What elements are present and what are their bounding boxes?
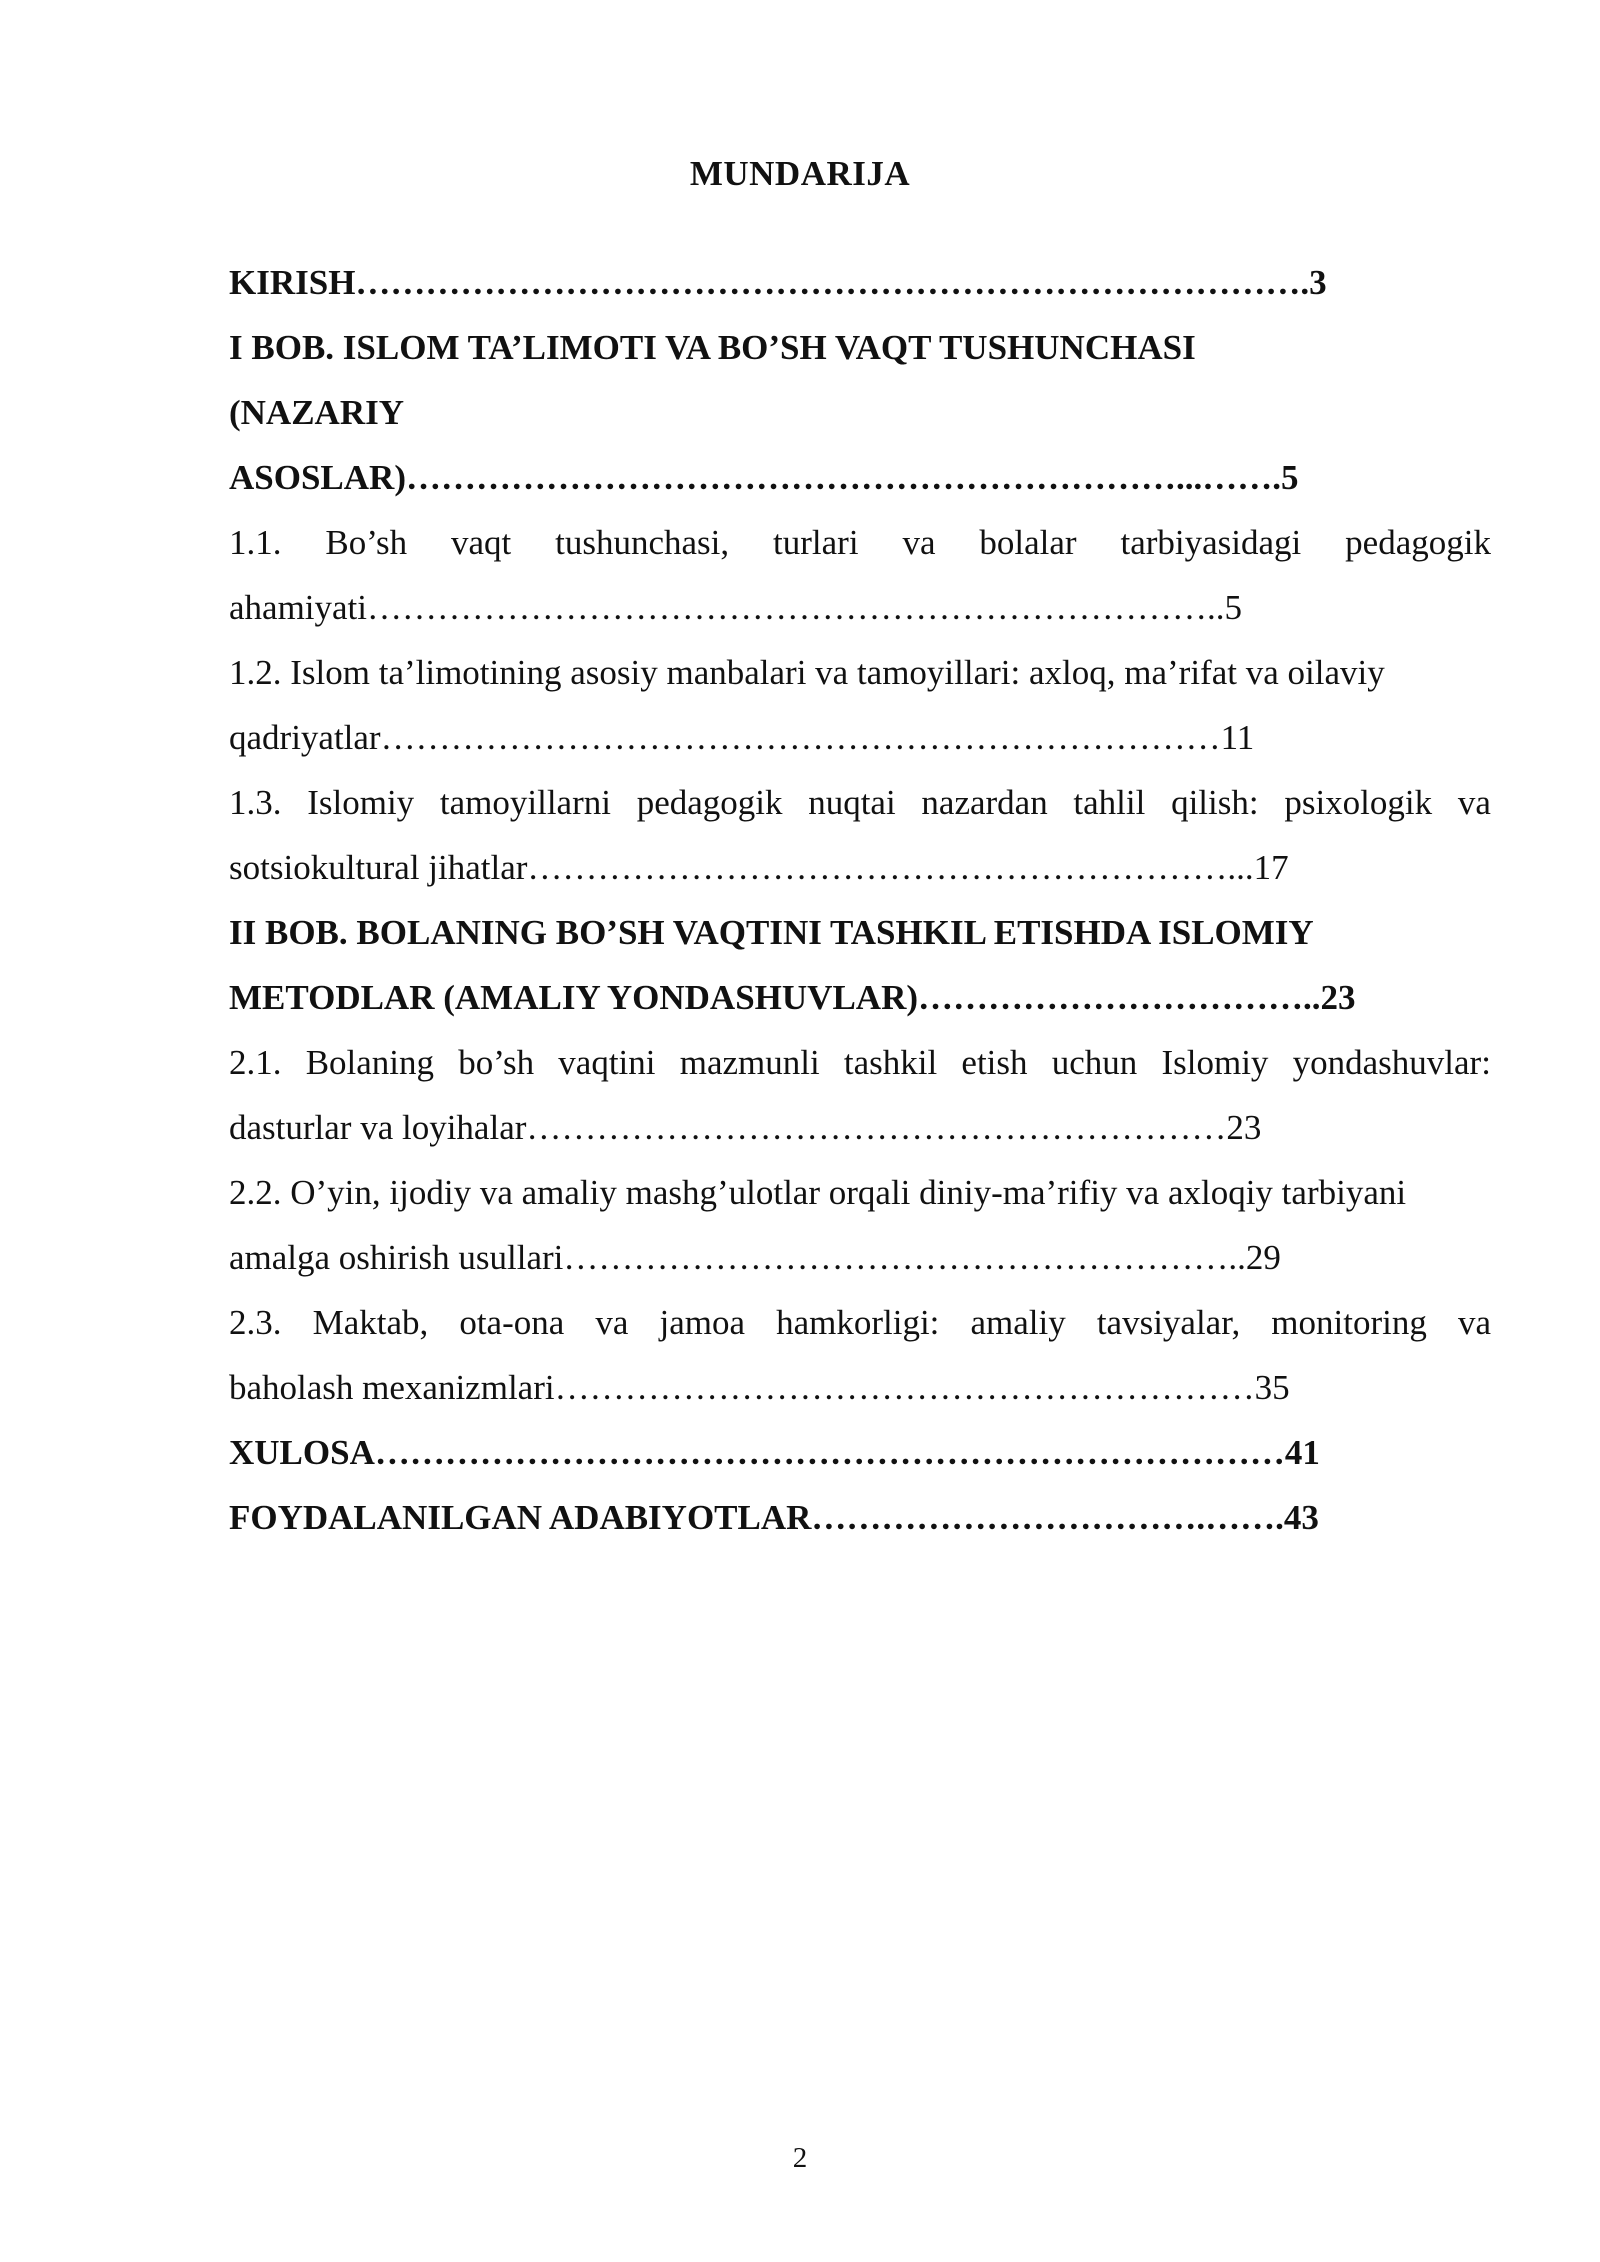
page-title: MUNDARIJA <box>689 154 911 193</box>
word: tushunchasi, <box>555 523 730 562</box>
toc-entry-chapter-2-line-2: METODLAR (AMALIY YONDASHUVLAR)……………………………..23 <box>229 978 1356 1017</box>
word: Bo’sh <box>325 523 408 562</box>
toc-entry-section-1-2-line-2: qadriyatlar………………………………………………………………11 <box>229 718 1255 757</box>
toc-entry-section-1-2-line-1: 1.2. Islom ta’limotining asosiy manbalari va tamoyillari: axloq, ma’rifat va oilaviy <box>229 653 1385 692</box>
word: 2.1. <box>229 1043 282 1082</box>
toc-entry-section-1-1-line-1 <box>229 510 1491 575</box>
word: monitoring <box>1271 1303 1427 1342</box>
word: Bolaning <box>305 1043 435 1082</box>
toc-entry-section-2-3-line-1 <box>229 1290 1491 1355</box>
word: tamoyillarni <box>439 783 611 822</box>
toc-entry-chapter-1-line-2: (NAZARIY <box>229 393 404 432</box>
word: turlari <box>773 523 859 562</box>
word: mazmunli <box>679 1043 820 1082</box>
word: nuqtai <box>808 783 896 822</box>
word: pedagogik <box>636 783 783 822</box>
word: bo’sh <box>458 1043 535 1082</box>
word: pedagogik <box>1345 523 1491 562</box>
toc-entry-xulosa: XULOSA……………………………………………………………………41 <box>229 1433 1320 1472</box>
toc-entry-section-1-3-line-1 <box>229 770 1491 835</box>
toc-entry-chapter-1-line-1: I BOB. ISLOM TA’LIMOTI VA BO’SH VAQT TUSHUNCHASI <box>229 328 1196 367</box>
word: vaqtini <box>558 1043 656 1082</box>
word: 2.3. <box>229 1303 282 1342</box>
word: psixologik <box>1284 783 1433 822</box>
word: va <box>902 523 936 562</box>
word: yondashuvlar: <box>1292 1043 1491 1082</box>
word: va <box>1457 1303 1491 1342</box>
word: amaliy <box>970 1303 1066 1342</box>
word: va <box>1457 783 1491 822</box>
word: tashkil <box>843 1043 938 1082</box>
word: vaqt <box>450 523 512 562</box>
toc-entry-adabiyotlar: FOYDALANILGAN ADABIYOTLAR…………………………….…….43 <box>229 1498 1319 1537</box>
word: Islomiy <box>1161 1043 1269 1082</box>
word: va <box>595 1303 629 1342</box>
toc-entry-chapter-2-line-1: II BOB. BOLANING BO’SH VAQTINI TASHKIL ETISHDA ISLOMIY <box>229 913 1314 952</box>
word: bolalar <box>979 523 1077 562</box>
word: uchun <box>1051 1043 1138 1082</box>
toc-entry-kirish: KIRISH……………………………………………………………………….3 <box>229 263 1327 302</box>
word: Islomiy <box>307 783 415 822</box>
toc-entry-chapter-1-line-3: ASOSLAR)…………………………………………………………...…….5 <box>229 458 1299 497</box>
word: hamkorligi: <box>776 1303 940 1342</box>
toc-entry-section-2-2-line-2: amalga oshirish usullari…………………………………………………..29 <box>229 1238 1281 1277</box>
word: qilish: <box>1171 783 1259 822</box>
word: tahlil <box>1073 783 1146 822</box>
toc-entry-section-1-3-line-2: sotsiokultural jihatlar……………………………………………………...17 <box>229 848 1289 887</box>
toc-entry-section-2-3-line-2: baholash mexanizmlari……………………………………………………35 <box>229 1368 1290 1407</box>
word: 1.1. <box>229 523 282 562</box>
toc-entry-section-2-1-line-1 <box>229 1030 1491 1095</box>
word: tarbiyasidagi <box>1120 523 1302 562</box>
page-number: 2 <box>792 2142 808 2174</box>
word: etish <box>961 1043 1028 1082</box>
word: Maktab, <box>312 1303 429 1342</box>
word: jamoa <box>659 1303 746 1342</box>
word: 1.3. <box>229 783 282 822</box>
word: ota-ona <box>459 1303 565 1342</box>
word: tavsiyalar, <box>1096 1303 1241 1342</box>
toc-entry-section-1-1-line-2: ahamiyati………………………………………………………………..5 <box>229 588 1243 627</box>
table-of-contents <box>229 250 1491 1550</box>
word: nazardan <box>921 783 1048 822</box>
toc-entry-section-2-1-line-2: dasturlar va loyihalar……………………………………………………23 <box>229 1108 1262 1147</box>
toc-entry-section-2-2-line-1: 2.2. O’yin, ijodiy va amaliy mashg’ulotlar orqali diniy-ma’rifiy va axloqiy tarbiyani <box>229 1173 1407 1212</box>
